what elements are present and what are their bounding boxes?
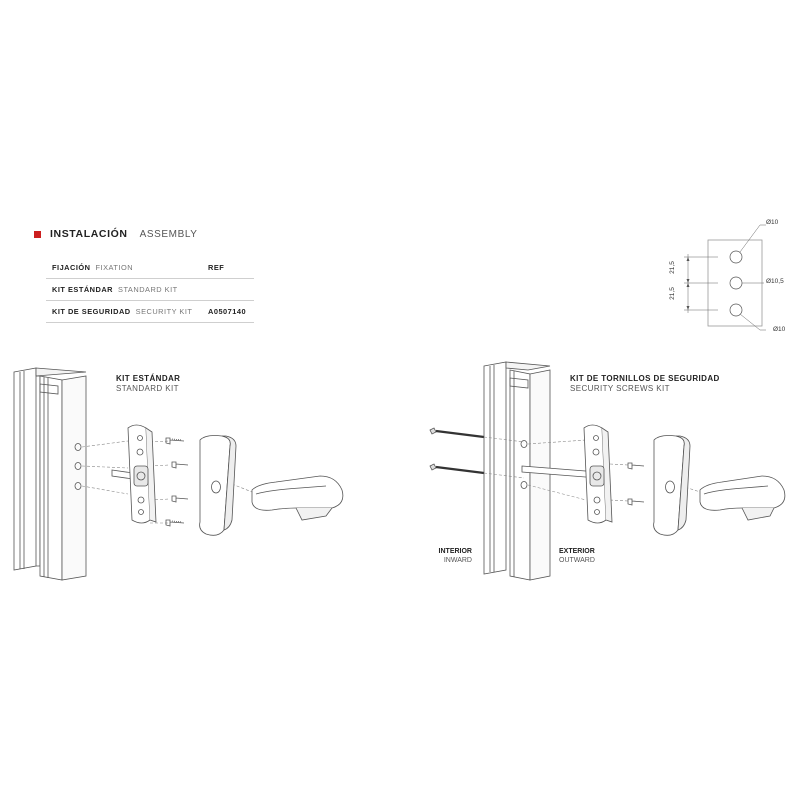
- standard-kit-exploded-diagram: [0, 360, 380, 590]
- security-kit-label: KIT DE SEGURIDAD: [52, 307, 131, 316]
- interior-subtitle: INWARD: [443, 557, 472, 564]
- screws: [166, 438, 188, 526]
- ref-header: REF: [208, 263, 225, 272]
- hole-top: [730, 251, 742, 263]
- section-header: [34, 228, 198, 240]
- accent-square-icon: [34, 231, 41, 238]
- drilling-template-diagram: [660, 210, 800, 340]
- exterior-subtitle: OUTWARD: [559, 557, 595, 564]
- fixation-table: [46, 257, 254, 323]
- screws: [628, 463, 644, 505]
- standard-kit-title: KIT ESTÁNDAR: [116, 374, 181, 383]
- handle-lever: [252, 476, 343, 520]
- base-plate: [584, 425, 612, 523]
- interior-title: INTERIOR: [438, 548, 472, 555]
- security-kit-exploded-diagram: [420, 360, 800, 590]
- section-subtitle: ASSEMBLY: [139, 228, 198, 240]
- exterior-title: EXTERIOR: [559, 548, 595, 555]
- standard-kit-label-en: STANDARD KIT: [118, 285, 178, 294]
- handle-lever: [700, 476, 785, 520]
- standard-kit-label: KIT ESTÁNDAR: [52, 285, 114, 294]
- table-row: [46, 301, 254, 323]
- diameter-top-label: Ø10: [766, 219, 779, 226]
- security-kit-subtitle: SECURITY SCREWS KIT: [570, 384, 670, 393]
- hole-middle: [730, 277, 742, 289]
- security-kit-ref: A0507140: [208, 307, 247, 316]
- fixation-label: FIJACIÓN: [52, 263, 91, 272]
- diameter-bottom-label: Ø10: [773, 326, 786, 333]
- diameter-middle-label: Ø10,5: [766, 278, 784, 285]
- spacing-bottom-label: 21,5: [668, 287, 676, 300]
- section-title: INSTALACIÓN: [50, 228, 128, 240]
- rosette-cover: [200, 436, 236, 536]
- spacing-top-label: 21,5: [668, 261, 676, 274]
- door-profile: [14, 368, 86, 580]
- rosette-cover: [654, 436, 690, 536]
- security-kit-label-en: SECURITY KIT: [135, 307, 193, 316]
- standard-kit-subtitle: STANDARD KIT: [116, 384, 179, 393]
- table-row: [46, 279, 254, 301]
- fixation-label-en: FIXATION: [95, 263, 134, 272]
- security-screws: [430, 428, 484, 473]
- security-kit-title: KIT DE TORNILLOS DE SEGURIDAD: [570, 374, 720, 383]
- table-header-row: [46, 257, 254, 279]
- base-plate: [128, 425, 156, 523]
